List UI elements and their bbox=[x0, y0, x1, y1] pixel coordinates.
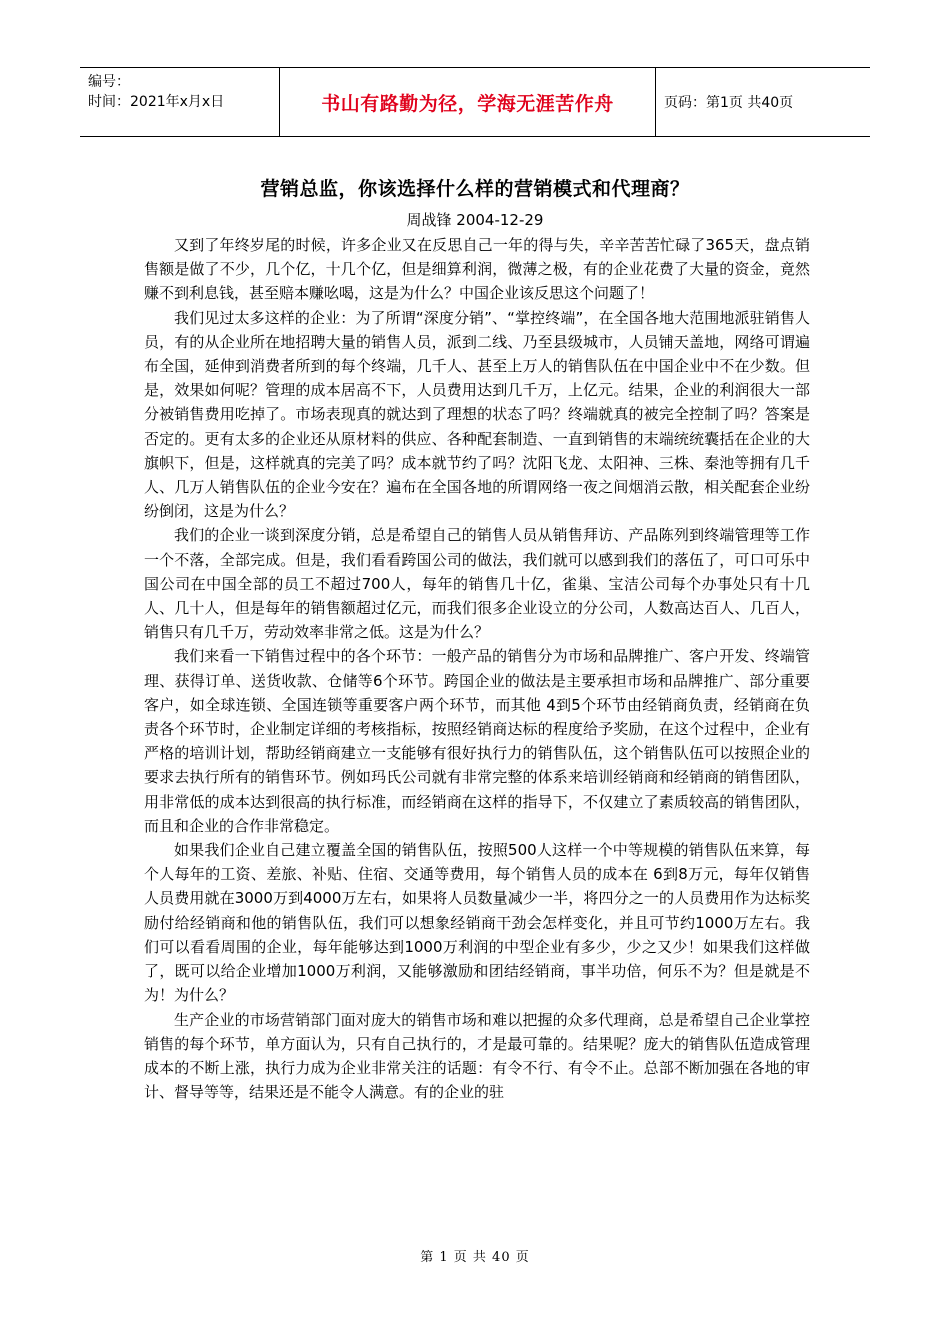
document-header bbox=[80, 67, 870, 137]
header-motto: 书山有路勤为径，学海无涯苦作舟 bbox=[280, 68, 656, 136]
document-date: 时间：2021年x月x日 bbox=[88, 94, 225, 110]
paragraph: 我们见过太多这样的企业：为了所谓“深度分销”、“掌控终端”，在全国各地大范围地派驻销售人员，有的从企业所在地招聘大量的销售人员，派到二线、乃至县级城市，人员铺天盖地，网络可谓遍布全国，延伸到消费者所到的每个终端，几千人、甚至上万人的销售队伍在中国企业中不在少数。但是，效果如何呢？管理的成本居高不下，人员费用达到几千万，上亿元。结果，企业的利润很大一部分被销售费用吃掉了。市场表现真的就达到了理想的状态了吗？终端就真的被完全控制了吗？答案是否定的。更有太多的企业还从原材料的供应、各种配套制造、一直到销售的末端统统囊括在企业的大旗帜下，但是，这样就真的完美了吗？成本就节约了吗？沈阳飞龙、太阳神、三株、秦池等拥有几千人、几万人销售队伍的企业今安在？遍布在全国各地的所谓网络一夜之间烟消云散，相关配套企业纷纷倒闭，这是为什么？ bbox=[144, 308, 810, 521]
article-body bbox=[144, 233, 810, 1104]
article-byline: 周战锋 2004-12-29 bbox=[406, 211, 544, 229]
header-page-info: 页码：第1页 共40页 bbox=[664, 95, 794, 111]
paragraph: 我们来看一下销售过程中的各个环节：一般产品的销售分为市场和品牌推广、客户开发、终端管理、获得订单、送货收款、仓储等6个环节。跨国企业的做法是主要承担市场和品牌推广、部分重要客户，如全球连锁、全国连锁等重要客户两个环节，而其他 4到5个环节由经销商负责，经销商在负责各个环节时，企业制定详细的考核指标，按照经销商达标的程度给予奖励，在这个过程中，企业有严格的培训计划，帮助经销商建立一支能够有很好执行力的销售队伍，这个销售队伍可以按照企业的要求去执行所有的销售环节。例如玛氏公司就有非常完整的体系来培训经销商和经销商的销售团队，用非常低的成本达到很高的执行标准，而经销商在这样的指导下，不仅建立了素质较高的销售团队，而且和企业的合作非常稳定。 bbox=[144, 647, 810, 835]
paragraph: 生产企业的市场营销部门面对庞大的销售市场和难以把握的众多代理商，总是希望自己企业掌控销售的每个环节，单方面认为，只有自己执行的，才是最可靠的。结果呢？庞大的销售队伍造成管理成本的不断上涨，执行力成为企业非常关注的话题：有令不行、有令不止。总部不断加强在各地的审计、督导等等，结果还是不能令人满意。有的企业的驻 bbox=[144, 1010, 810, 1102]
paragraph: 我们的企业一谈到深度分销，总是希望自己的销售人员从销售拜访、产品陈列到终端管理等工作一个不落，全部完成。但是，我们看看跨国公司的做法，我们就可以感到我们的落伍了，可口可乐中国公司在中国全部的员工不超过700人，每年的销售几十亿，雀巢、宝洁公司每个办事处只有十几人、几十人，但是每年的销售额超过亿元，而我们很多企业设立的分公司，人数高达百人、几百人，销售只有几千万，劳动效率非常之低。这是为什么？ bbox=[144, 526, 810, 642]
header-meta bbox=[80, 68, 280, 136]
paragraph: 又到了年终岁尾的时候，许多企业又在反思自己一年的得与失，辛辛苦苦忙碌了365天，盘点销售额是做了不少，几个亿，十几个亿，但是细算利润，微薄之极，有的企业花费了大量的资金，竟然赚不到利息钱，甚至赔本赚吆喝，这是为什么？中国企业该反思这个问题了！ bbox=[144, 236, 810, 303]
paragraph: 如果我们企业自己建立覆盖全国的销售队伍，按照500人这样一个中等规模的销售队伍来算，每个人每年的工资、差旅、补贴、住宿、交通等费用，每个销售人员的成本在 6到8万元，每年仅销售人员费用就在3000万到4000万左右，如果将人员数量减少一半，将四分之一的人员费用作为达标奖励付给经销商和他的销售队伍，我们可以想象经销商干劲会怎样变化，并且可节约1000万左右。我们可以看看周围的企业，每年能够达到1000万利润的中型企业有多少，少之又少！如果我们这样做了，既可以给企业增加1000万利润，又能够激励和团结经销商，事半功倍，何乐不为？但是就是不为！为什么？ bbox=[144, 841, 810, 1005]
page-footer: 第 1 页 共 40 页 bbox=[420, 1250, 530, 1265]
document-number-label: 编号： bbox=[88, 74, 130, 90]
article-title: 营销总监，你该选择什么样的营销模式和代理商？ bbox=[260, 178, 690, 200]
